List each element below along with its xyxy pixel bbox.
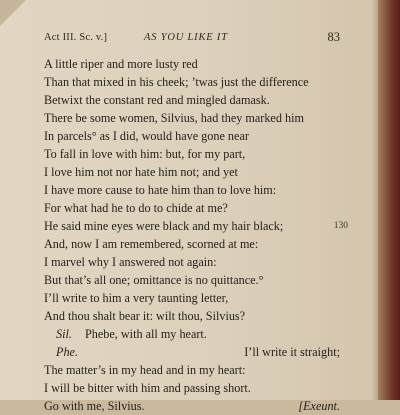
verse-line-text: There be some women, Silvius, had they marked him — [44, 111, 304, 125]
verse-line — [44, 127, 340, 145]
page-corner-fold — [0, 0, 26, 26]
book-spine-edge — [378, 0, 400, 400]
line-number: 130 — [333, 221, 348, 231]
verse-line-text: To fall in love with him: but, for my part, — [44, 147, 246, 161]
running-title: AS YOU LIKE IT — [144, 32, 228, 43]
verse-line — [44, 397, 340, 415]
silvius-speech: Phebe, with all my heart. — [85, 327, 207, 341]
verse-line — [44, 235, 340, 253]
verse-line-text: Than that mixed in his cheek; ’twas just the difference — [44, 75, 309, 89]
verse-line-text: For what had he to do to chide at me? — [44, 201, 228, 215]
verse-line — [44, 217, 348, 235]
verse-line — [44, 307, 340, 325]
stage-direction-exeunt: [Exeunt. — [298, 399, 340, 413]
verse-line — [44, 55, 340, 73]
verse-line-text: I love him not nor hate him not; and yet — [44, 165, 238, 179]
verse-line — [44, 253, 340, 271]
verse-line — [44, 91, 340, 109]
speaker-phebe: Phe. — [56, 345, 78, 359]
verse-line-text: But that’s all one; omittance is no quittance.° — [44, 273, 264, 287]
verse-line-text: And thou shalt bear it: wilt thou, Silvius? — [44, 309, 246, 323]
verse-line-text: I’ll write to him a very taunting letter, — [44, 291, 229, 305]
verse-line — [44, 109, 340, 127]
verse-line — [44, 73, 340, 91]
verse-line — [44, 181, 340, 199]
verse-line-text: The matter’s in my head and in my heart: — [44, 363, 246, 377]
act-scene-heading: Act III. Sc. v.] — [44, 32, 108, 43]
page-header — [44, 28, 340, 48]
verse-line — [44, 163, 340, 181]
verse-line-text: A little riper and more lusty red — [44, 57, 198, 71]
verse-line-text: I have more cause to hate him than to love him: — [44, 183, 277, 197]
verse-line-text: Go with me, Silvius. — [44, 399, 145, 413]
verse-line-text: In parcels° as I did, would have gone near — [44, 129, 249, 143]
verse-line — [44, 361, 340, 379]
page-edge-shadow — [372, 0, 378, 400]
verse-line — [44, 271, 340, 289]
verse-line-text: He said mine eyes were black and my hair black; — [44, 219, 284, 233]
verse-line — [44, 199, 340, 217]
play-text-block — [44, 55, 348, 413]
verse-line — [44, 145, 340, 163]
speaker-silvius: Sil. — [56, 327, 72, 341]
verse-line — [44, 379, 340, 397]
page-number: 83 — [327, 30, 340, 44]
phebe-speech: I’ll write it straight; — [244, 345, 340, 359]
silvius-speech-line — [44, 325, 340, 343]
verse-line-text: Betwixt the constant red and mingled damask. — [44, 93, 270, 107]
verse-line — [44, 289, 340, 307]
phebe-speech-line — [44, 343, 340, 361]
verse-line-text: I marvel why I answered not again: — [44, 255, 217, 269]
verse-line-text: And, now I am remembered, scorned at me: — [44, 237, 259, 251]
verse-line-text: I will be bitter with him and passing short. — [44, 381, 251, 395]
